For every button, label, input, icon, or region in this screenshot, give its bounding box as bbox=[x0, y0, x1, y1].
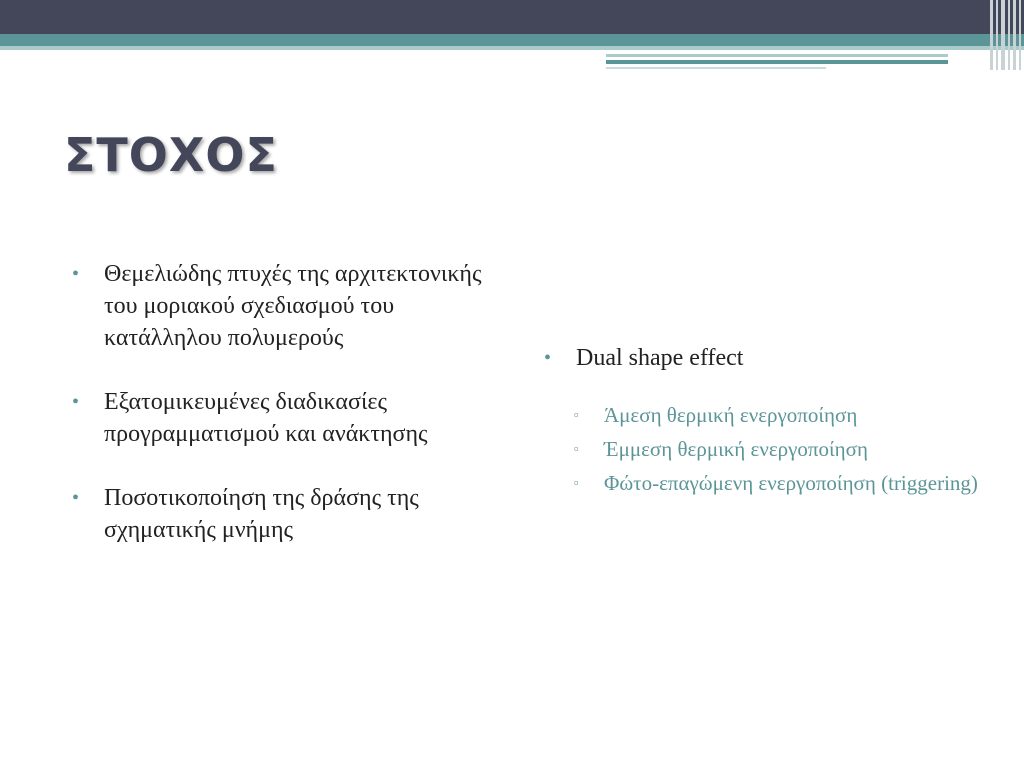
square-bullet-icon: ▫ bbox=[574, 407, 579, 422]
header-accent-line bbox=[606, 54, 948, 57]
sub-bullet-text: Έμμεση θερμική ενεργοποίηση bbox=[604, 437, 868, 461]
square-bullet-icon: ▫ bbox=[574, 475, 579, 490]
bullet-icon: • bbox=[72, 391, 80, 413]
header-accent-line bbox=[606, 60, 948, 64]
list-item bbox=[72, 258, 492, 354]
header-band-dark bbox=[0, 0, 1024, 34]
list-item bbox=[72, 482, 492, 546]
bullet-text: Ποσοτικοποίηση της δράσης της σχηματικής μνήμης bbox=[104, 485, 419, 543]
bullet-text: Θεμελιώδης πτυχές της αρχιτεκτονικής του μοριακού σχεδιασμού του κατάλληλου πολυμερούς bbox=[104, 261, 482, 351]
square-bullet-icon: ▫ bbox=[574, 441, 579, 456]
header-stripes-decoration bbox=[990, 0, 1024, 70]
bullet-icon: • bbox=[72, 263, 80, 285]
slide-title: ΣΤΟΧΟΣ bbox=[64, 128, 278, 182]
sub-bullet-list bbox=[574, 400, 984, 498]
right-column bbox=[544, 342, 984, 502]
list-item bbox=[544, 342, 984, 374]
bullet-text: Εξατομικευμένες διαδικασίες προγραμματισμού και ανάκτησης bbox=[104, 389, 428, 447]
sub-list-item bbox=[574, 468, 984, 498]
sub-list-item bbox=[574, 400, 984, 430]
sub-list-item bbox=[574, 434, 984, 464]
bullet-icon: • bbox=[544, 347, 552, 369]
list-item bbox=[72, 386, 492, 450]
bullet-text: Dual shape effect bbox=[576, 345, 744, 371]
left-bullet-list bbox=[72, 258, 492, 546]
sub-bullet-text: Φώτο-επαγώμενη ενεργοποίηση (triggering) bbox=[604, 471, 978, 495]
header-band-teal-light bbox=[0, 46, 1024, 50]
header-accent-line bbox=[606, 67, 826, 69]
bullet-icon: • bbox=[72, 487, 80, 509]
header-band-teal bbox=[0, 34, 1024, 46]
left-column bbox=[72, 258, 492, 578]
sub-bullet-text: Άμεση θερμική ενεργοποίηση bbox=[604, 403, 858, 427]
